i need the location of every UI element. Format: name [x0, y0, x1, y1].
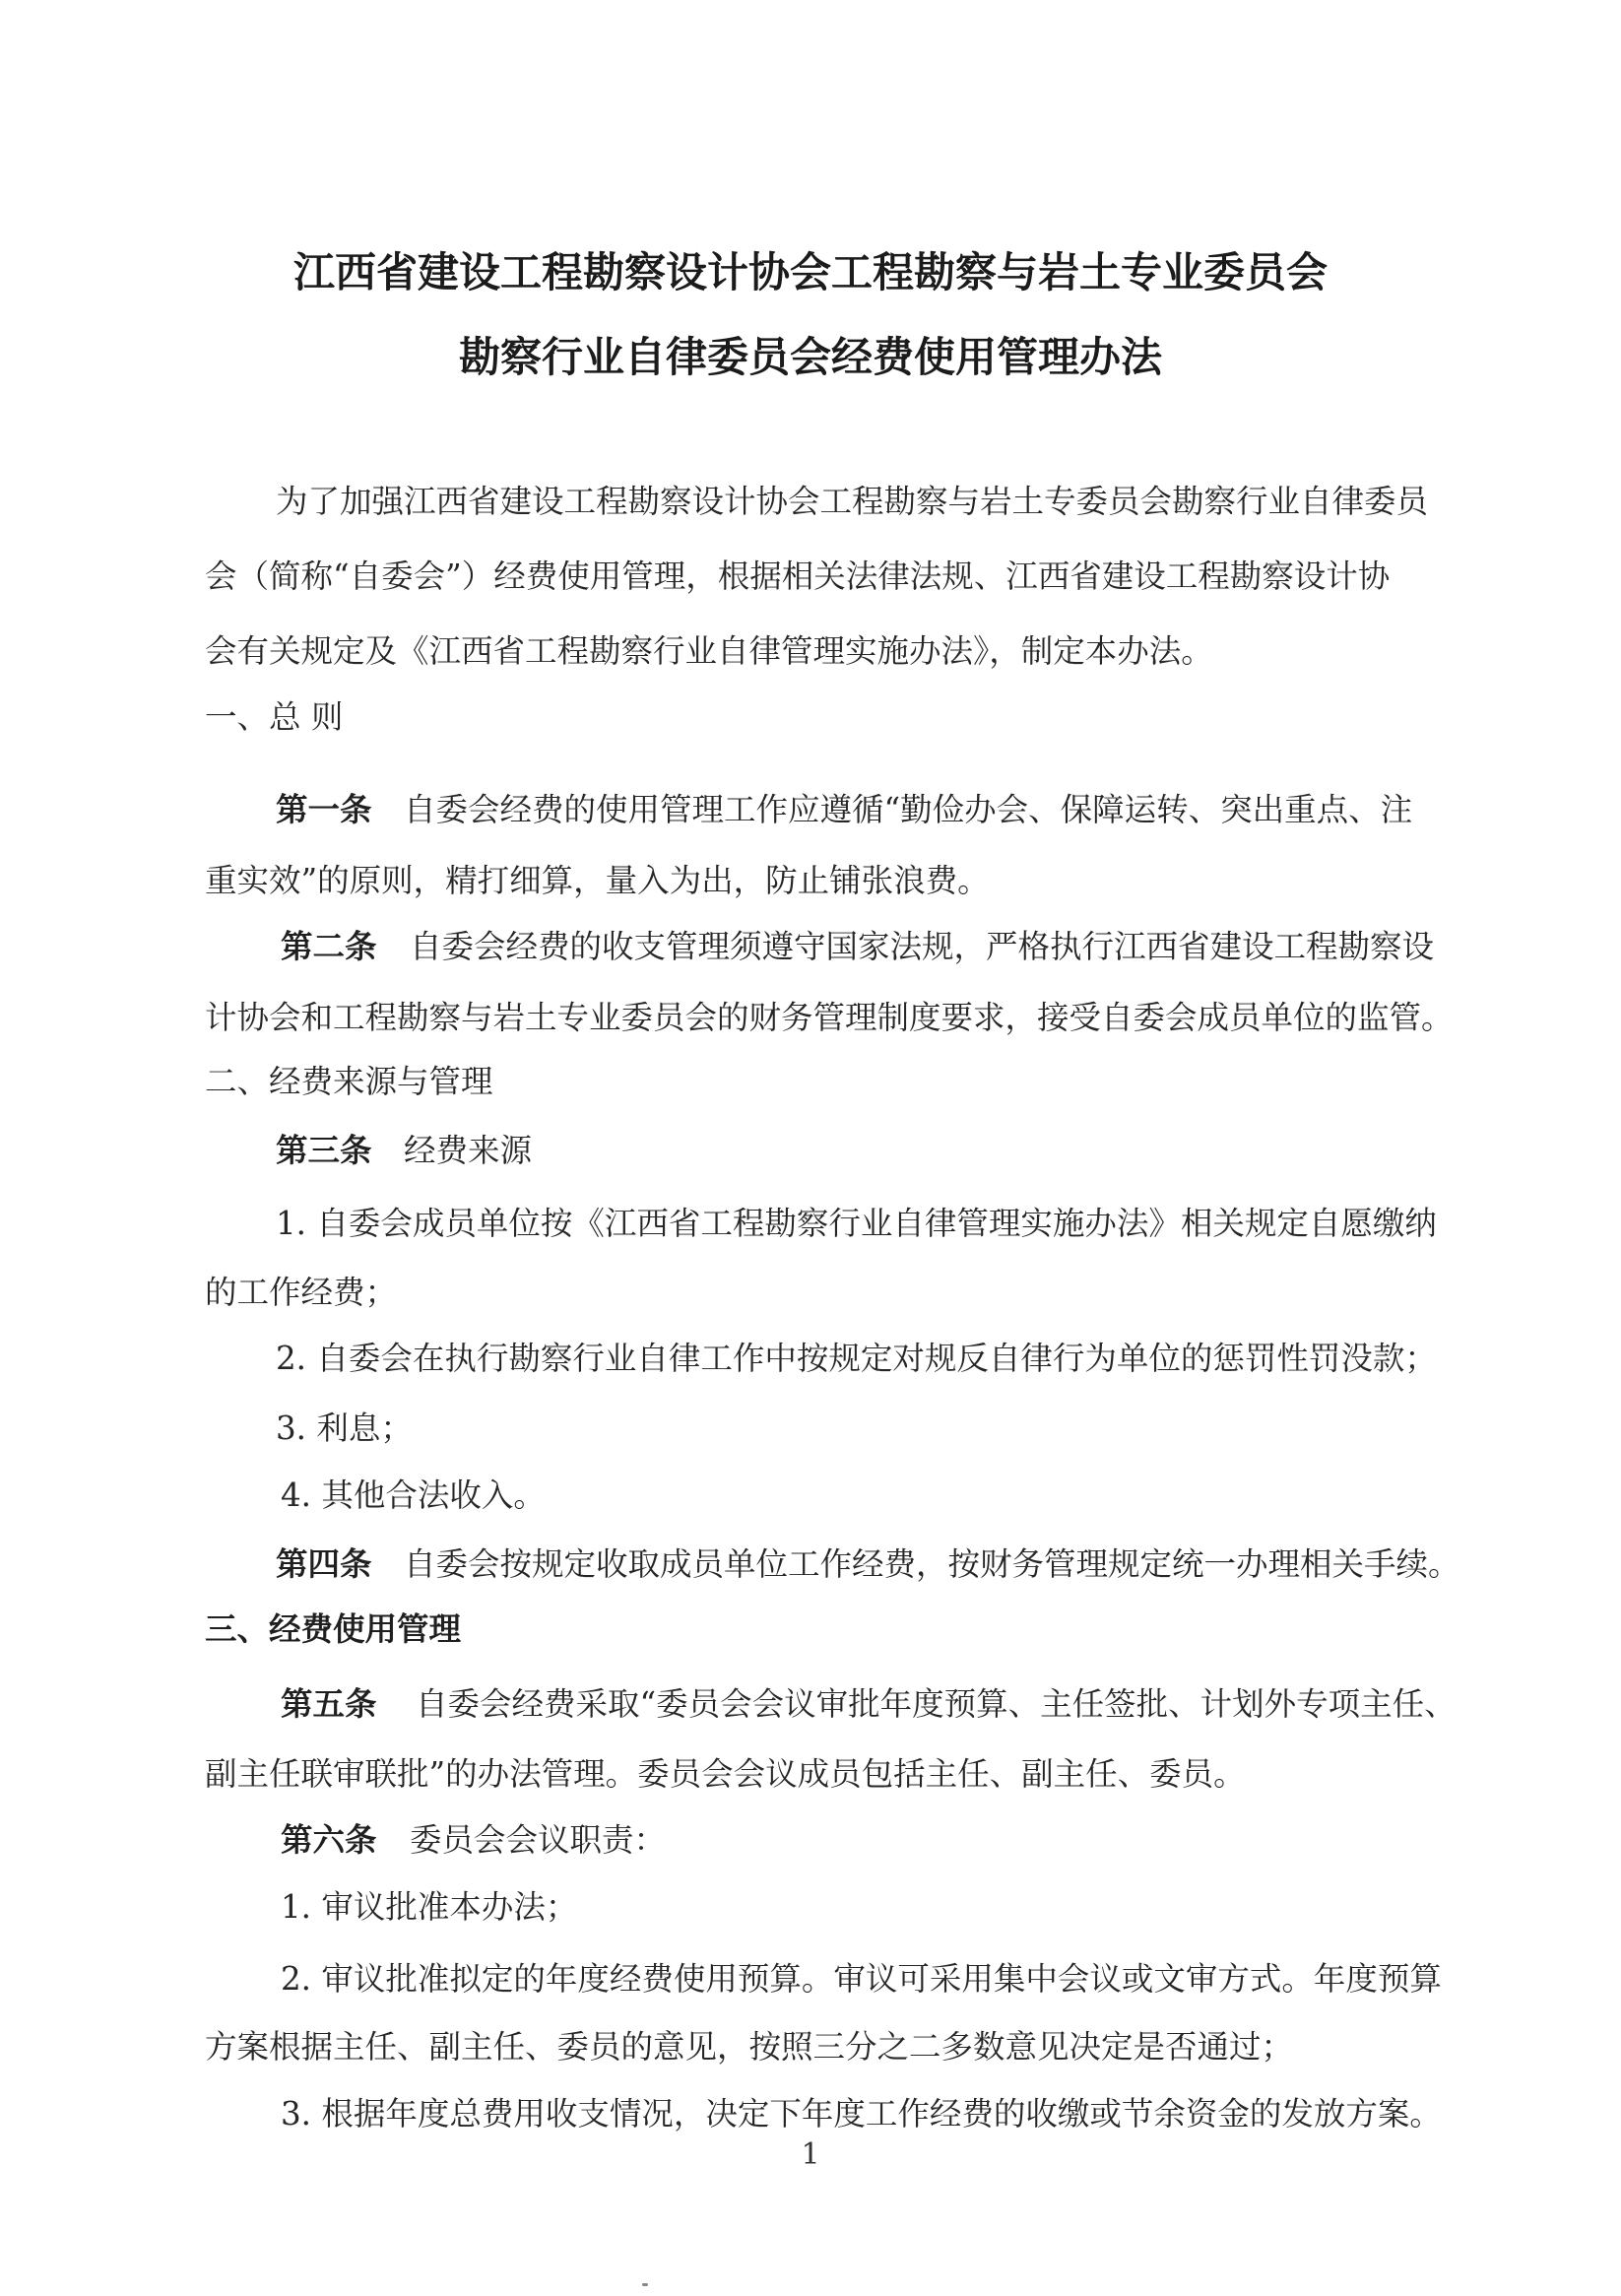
- scan-artifact-dot: [642, 2283, 648, 2286]
- article-6-label: 第六条: [281, 1820, 377, 1859]
- article-6-item-1: 1. 审议批准本办法；: [281, 1888, 578, 1926]
- article-1-label: 第一条: [276, 790, 372, 828]
- article-3-item-1-line-1: 1. 自委会成员单位按《江西省工程勘察行业自律管理实施办法》相关规定自愿缴纳: [276, 1205, 1437, 1242]
- article-5-line-1: 自委会经费采取“委员会会议审批年度预算、主任签批、计划外专项主任、: [416, 1685, 1457, 1723]
- intro-line-1: 为了加强江西省建设工程勘察设计协会工程勘察与岩土专委员会勘察行业自律委员: [276, 483, 1429, 520]
- section-2-heading: 二、经费来源与管理: [205, 1063, 493, 1100]
- article-2-line-2: 计协会和工程勘察与岩土专业委员会的财务管理制度要求，接受自委会成员单位的监管。: [205, 999, 1454, 1036]
- article-3-item-3: 3. 利息；: [276, 1410, 413, 1447]
- article-5-line-2: 副主任联审联批”的办法管理。委员会会议成员包括主任、副主任、委员。: [205, 1755, 1246, 1793]
- article-4-text: 自委会按规定收取成员单位工作经费，按财务管理规定统一办理相关手续。: [404, 1545, 1460, 1583]
- article-3-item-2: 2. 自委会在执行勘察行业自律工作中按规定对规反自律行为单位的惩罚性罚没款；: [276, 1340, 1437, 1377]
- article-1-line-1: 自委会经费的使用管理工作应遵循“勤俭办会、保障运转、突出重点、注: [404, 791, 1413, 828]
- article-6-item-3: 3. 根据年度总费用收支情况，决定下年度工作经费的收缴或节余资金的发放方案。: [281, 2095, 1442, 2132]
- document-title-line-1: 江西省建设工程勘察设计协会工程勘察与岩土专业委员会: [292, 248, 1328, 296]
- article-3-text: 经费来源: [404, 1132, 533, 1169]
- document-title-line-2: 勘察行业自律委员会经费使用管理办法: [458, 333, 1162, 381]
- section-1-heading: 一、总 则: [205, 698, 344, 736]
- article-2-label: 第二条: [281, 927, 377, 965]
- intro-line-2: 会（简称“自委会”）经费使用管理，根据相关法律法规、江西省建设工程勘察设计协: [205, 558, 1391, 595]
- article-6-item-2-line-2: 方案根据主任、副主任、委员的意见，按照三分之二多数意见决定是否通过；: [205, 2028, 1294, 2066]
- article-3-item-1-line-2: 的工作经费；: [205, 1274, 398, 1311]
- article-6-text: 委员会会议职责：: [410, 1821, 667, 1859]
- article-5-label: 第五条: [281, 1684, 377, 1723]
- page-number: 1: [801, 2137, 820, 2172]
- section-3-heading: 三、经费使用管理: [205, 1609, 462, 1648]
- intro-line-3: 会有关规定及《江西省工程勘察行业自律管理实施办法》，制定本办法。: [205, 632, 1213, 670]
- article-3-item-4: 4. 其他合法收入。: [281, 1476, 546, 1514]
- article-3-label: 第三条: [276, 1131, 372, 1169]
- article-4-label: 第四条: [276, 1544, 372, 1583]
- article-1-line-2: 重实效”的原则，精打细算，量入为出，防止铺张浪费。: [205, 862, 990, 899]
- article-2-line-1: 自委会经费的收支管理须遵守国家法规，严格执行江西省建设工程勘察设: [410, 928, 1435, 965]
- article-6-item-2-line-1: 2. 审议批准拟定的年度经费使用预算。审议可采用集中会议或文审方式。年度预算: [281, 1960, 1442, 1998]
